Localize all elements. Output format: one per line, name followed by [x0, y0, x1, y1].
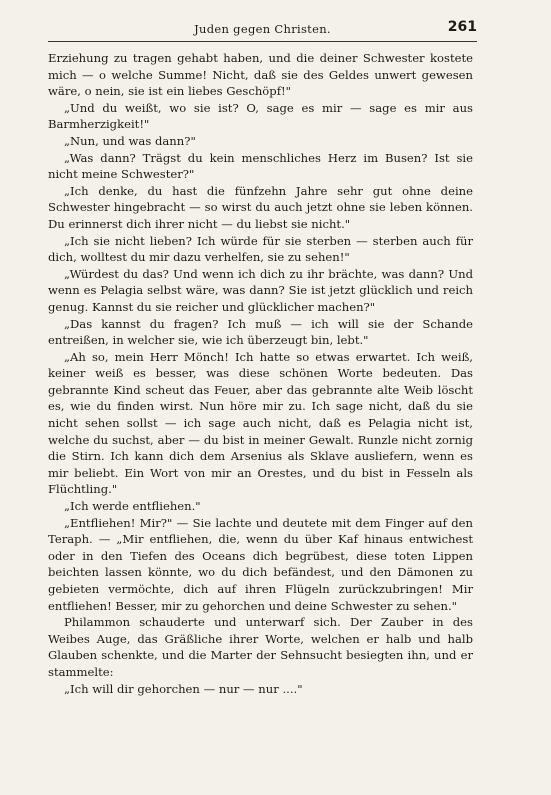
header-rule: [48, 41, 477, 42]
paragraph: „Nun, und was dann?": [64, 133, 196, 148]
running-title: Juden gegen Christen.: [194, 22, 331, 36]
page-number: 261: [447, 19, 477, 35]
paragraph: Philammon schauderte und unterwarf sich. Der Zauber in des Weibes Auge, das Gräßliche ihrer Worte, welchen er halb und halb Glauben schenkte, und die Marter der Sehnsucht besiegten ihn, und er stammelte:: [48, 615, 473, 679]
paragraph: „Das kannst du fragen? Ich muß — ich will sie der Schande entreißen, in welcher sie, wie ich überzeugt bin, lebt.": [48, 316, 473, 348]
paragraph: „Ich denke, du hast die fünfzehn Jahre sehr gut ohne deine Schwester hingebracht — so wirst du auch jetzt ohne sie leben können. Du erinnerst dich ihrer nicht — du liebst sie nicht.": [48, 183, 473, 231]
paragraph: „Entfliehen! Mir?" — Sie lachte und deutete mit dem Finger auf den Teraph. — „Mir entfliehen, die, wenn du über Kaf hinaus entwichest oder in den Tiefen des Oceans dich begrübest, diese toten Lippen beichten lassen könnte, wo du dich befändest, und den Dämonen zu gebieten vermöchte, dich auf ihren Flügeln zurückzubringen! Mir entfliehen! Besser, mir zu gehorchen und deine Schwester zu sehen.": [48, 515, 473, 613]
paragraph: „Ich sie nicht lieben? Ich würde für sie sterben — sterben auch für dich, wolltest du mir dazu verhelfen, sie zu sehen!": [48, 233, 473, 265]
paragraph: „Was dann? Trägst du kein menschliches Herz im Busen? Ist sie nicht meine Schwester?": [48, 150, 473, 182]
paragraph: „Ich werde entfliehen.": [64, 499, 201, 514]
page-header: [48, 18, 477, 40]
body-text: [48, 50, 473, 697]
paragraph: „Ich will dir gehorchen — nur — nur ....": [64, 681, 303, 696]
paragraph: „Ah so, mein Herr Mönch! Ich hatte so etwas erwartet. Ich weiß, keiner weiß es besser, was diese schönen Worte bedeuten. Das gebrannte Kind scheut das Feuer, aber das gebrannte alte Weib löscht es, wie du finden wirst. Nun höre mir zu. Ich sage nicht, daß du sie nicht sehen sollst — ich sage auch nicht, daß es Pelagia nicht ist, welche du suchst, aber — du bist in meiner Gewalt. Runzle nicht zornig die Stirn. Ich kann dich dem Arsenius als Sklave ausliefern, wenn es mir beliebt. Ein Wort von mir an Orestes, und du bist in Fesseln als Flüchtling.": [48, 349, 473, 497]
paragraph: „Würdest du das? Und wenn ich dich zu ihr brächte, was dann? Und wenn es Pelagia selbst wäre, was dann? Sie ist jetzt glücklich und reich genug. Kannst du sie reicher und glücklicher machen?": [48, 266, 473, 314]
paragraph: „Und du weißt, wo sie ist? O, sage es mir — sage es mir aus Barmherzigkeit!": [48, 100, 473, 132]
paragraph: Erziehung zu tragen gehabt haben, und die deiner Schwester kostete mich — o welche Summe! Nicht, daß sie des Geldes unwert gewesen wäre, o nein, sie ist ein liebes Geschöpf!": [48, 51, 473, 99]
